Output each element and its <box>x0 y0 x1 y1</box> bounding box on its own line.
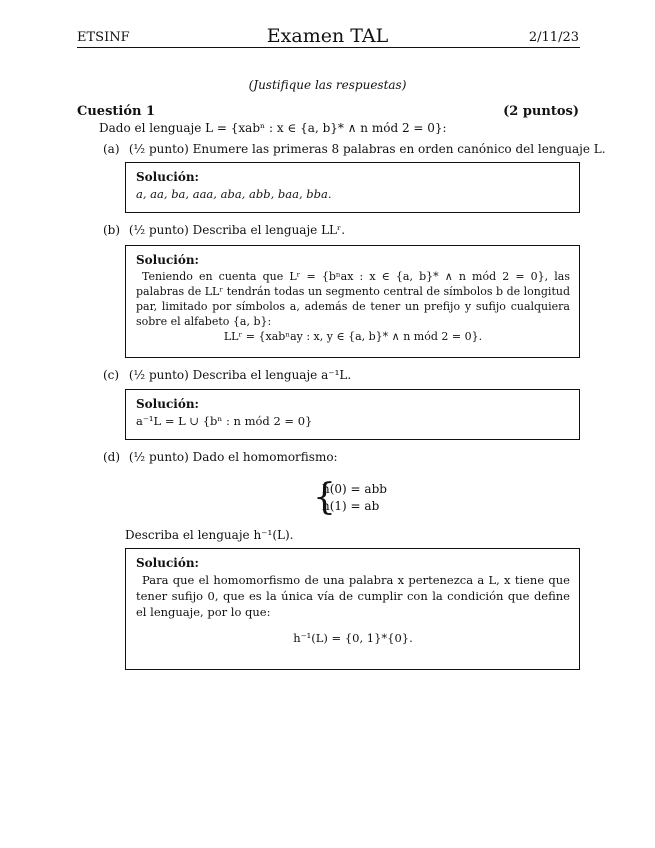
system-line-1: h(1) = ab <box>322 499 380 513</box>
solution-c <box>125 389 580 440</box>
item-d-text: (½ punto) Dado el homomorfismo: <box>128 450 338 464</box>
homomorphism-system <box>313 477 387 518</box>
solution-b-equation: LLʳ = {xabⁿay : x, y ∈ {a, b}* ∧ n mód 2 = 0}. <box>223 330 483 343</box>
item-c-label: (c) <box>103 368 120 382</box>
question-points: (2 puntos) <box>503 104 579 119</box>
item-b-text: (½ punto) Describa el lenguaje LLʳ. <box>128 223 346 237</box>
item-a-label: (a) <box>103 142 120 156</box>
solution-a-heading: Solución: <box>136 170 199 184</box>
solution-a-body: a, aa, ba, aaa, aba, abb, baa, bba. <box>136 187 332 201</box>
solution-d <box>125 548 580 670</box>
item-c <box>103 368 351 382</box>
header-date: 2/11/23 <box>528 30 579 45</box>
solution-b-body: Teniendo en cuenta que Lʳ = {bⁿax : x ∈ {a, b}* ∧ n mód 2 = 0}, las palabras de LLʳ tendrán todas un segmento central de símbolos b de longitud par, limitado por símbolos a, además de tener un prefijo y sufijo cualquiera sobre el alfabeto {a, b}: <box>136 270 570 328</box>
item-a-text: (½ punto) Enumere las primeras 8 palabras en orden canónico del lenguaje L. <box>128 142 606 156</box>
item-a <box>103 142 606 156</box>
system-line-0: h(0) = abb <box>322 482 387 496</box>
solution-a <box>125 162 580 213</box>
solution-b-heading: Solución: <box>136 253 199 267</box>
solution-c-body: a⁻¹L = L ∪ {bⁿ : n mód 2 = 0} <box>136 414 313 428</box>
question-title: Cuestión 1 <box>77 104 156 119</box>
header-institution: ETSINF <box>77 30 130 45</box>
solution-d-body: Para que el homomorfismo de una palabra x pertenezca a L, x tiene que tener sufijo 0, que es la única vía de cumplir con la condición que define el lenguaje, por lo que: <box>136 573 570 619</box>
item-b-label: (b) <box>103 223 121 237</box>
page-title: Examen TAL <box>266 25 389 47</box>
item-d-describe: Describa el lenguaje h⁻¹(L). <box>125 528 294 542</box>
header-rule <box>77 47 580 48</box>
solution-d-equation: h⁻¹(L) = {0, 1}*{0}. <box>293 631 413 645</box>
instructions-note: (Justifique las respuestas) <box>248 78 407 92</box>
solution-b <box>125 245 580 358</box>
item-c-text: (½ punto) Describa el lenguaje a⁻¹L. <box>128 368 352 382</box>
left-brace: { <box>313 477 336 518</box>
question-intro: Dado el lenguaje L = {xabⁿ : x ∈ {a, b}* ∧ n mód 2 = 0}: <box>99 121 447 135</box>
item-d <box>103 450 338 464</box>
solution-c-heading: Solución: <box>136 397 199 411</box>
item-b <box>103 223 345 237</box>
item-d-label: (d) <box>103 450 121 464</box>
solution-d-heading: Solución: <box>136 556 199 570</box>
